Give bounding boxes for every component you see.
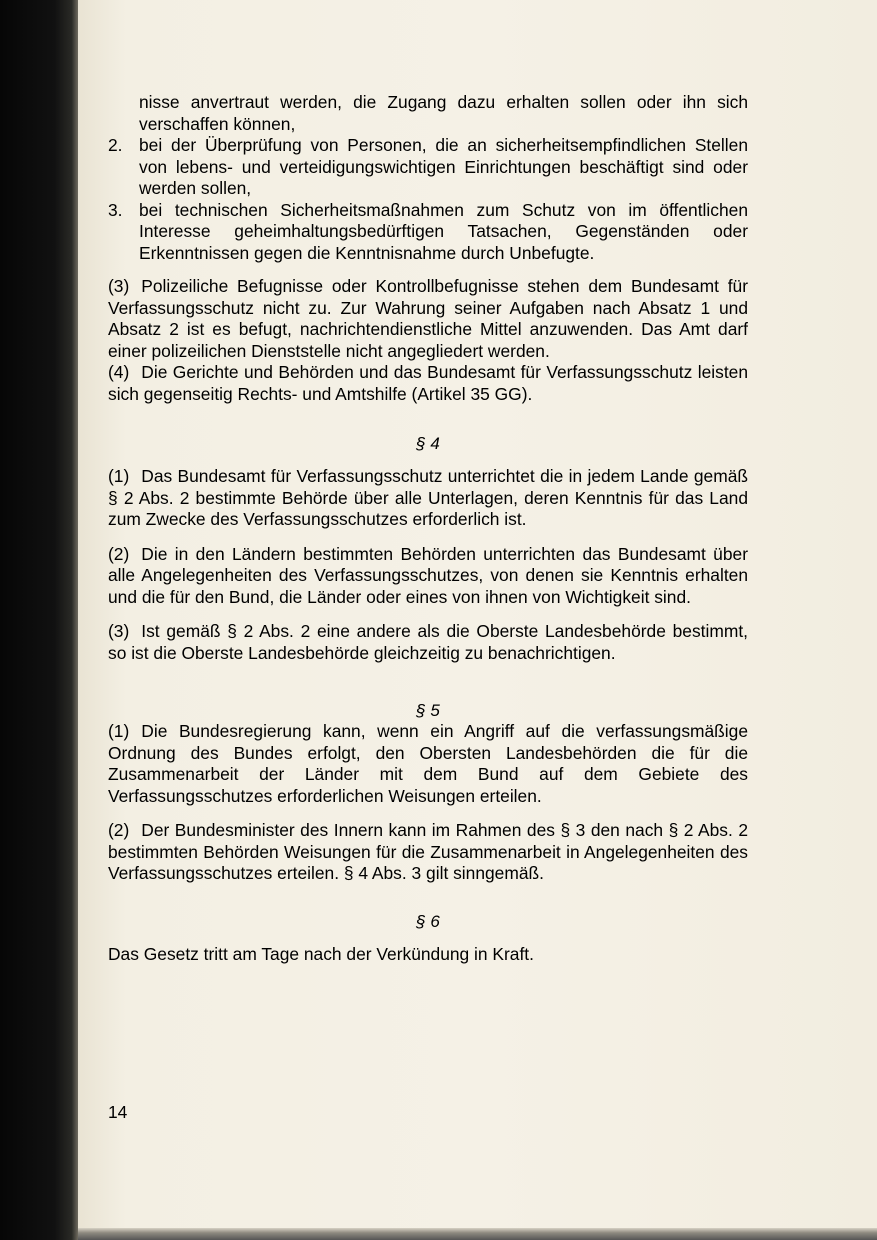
list-item bbox=[108, 135, 748, 200]
paragraph-text: Polizeiliche Befugnisse oder Kontrollbefugnisse stehen dem Bundesamt für Verfassungsschutz nicht zu. Zur Wahrung seiner Aufgaben nach Absatz 1 und Absatz 2 ist es befugt, nachrichtendienstliche Mittel anzuwenden. Das Amt darf einer polizeilichen Dienststelle nicht angegliedert werden. bbox=[108, 276, 748, 361]
page-bottom-edge bbox=[78, 1228, 877, 1240]
section-5-paragraph-1 bbox=[108, 721, 748, 807]
paragraph-text: Das Bundesamt für Verfassungsschutz unterrichtet die in jedem Lande gemäß § 2 Abs. 2 bestimmte Behörde über alle Unterlagen, deren Kenntnis für das Land zum Zwecke des Verfassungsschutzes erforderlich ist. bbox=[108, 466, 748, 529]
list-item-text: bei technischen Sicherheitsmaßnahmen zum Schutz von im öffentlichen Interesse geheimhaltungsbedürftigen Tatsachen, Gegenständen oder Erkenntnissen gegen die Kenntnisnahme durch Unbefugte. bbox=[139, 199, 748, 263]
page-content bbox=[108, 92, 748, 965]
section-5-heading: § 5 bbox=[416, 701, 440, 720]
paragraph-text: Der Bundesminister des Innern kann im Rahmen des § 3 den nach § 2 Abs. 2 bestimmten Behörden Weisungen für die Zusammenarbeit in Angelegenheiten des Verfassungsschutzes erteilen. § 4 Abs. 3 gilt sinngemäß. bbox=[108, 820, 748, 883]
paragraph-number: (2) bbox=[108, 820, 130, 840]
paragraph-number: (3) bbox=[108, 621, 130, 641]
book-spine-shadow bbox=[0, 0, 78, 1240]
list-item-number: 2. bbox=[108, 135, 123, 155]
numbered-list bbox=[108, 135, 748, 264]
paragraph-number: (2) bbox=[108, 543, 130, 564]
list-item-number: 3. bbox=[108, 199, 123, 220]
paragraph-number: (1) bbox=[108, 721, 130, 741]
paragraph-3 bbox=[108, 276, 748, 362]
list-item bbox=[108, 200, 748, 265]
section-6-heading: § 6 bbox=[416, 911, 440, 931]
list-item-text: bei der Überprüfung von Personen, die an sicherheitsempfindlichen Stellen von lebens- und verteidigungswichtigen Einrichtungen beschäftigt sind oder werden sollen, bbox=[139, 135, 748, 198]
section-6-text: Das Gesetz tritt am Tage nach der Verkündung in Kraft. bbox=[108, 943, 534, 964]
paragraph-text: Die in den Ländern bestimmten Behörden unterrichten das Bundesamt über alle Angelegenheiten des Verfassungsschutzes, von denen sie Kenntnis erhalten und die für den Bund, die Länder oder eines von ihnen von Wichtigkeit sind. bbox=[108, 543, 748, 607]
paragraph-text: Ist gemäß § 2 Abs. 2 eine andere als die Oberste Landesbehörde bestimmt, so ist die Oberste Landesbehörde gleichzeitig zu benachrichtigen. bbox=[108, 621, 748, 663]
paragraph-4 bbox=[108, 362, 748, 405]
section-4-paragraph-1 bbox=[108, 466, 748, 531]
intro-continuation: nisse anvertraut werden, die Zugang dazu erhalten sollen oder ihn sich verschaffen können, bbox=[139, 92, 748, 134]
section-5-paragraph-2 bbox=[108, 820, 748, 885]
section-4-paragraph-2 bbox=[108, 544, 748, 609]
paragraph-number: (3) bbox=[108, 276, 130, 296]
paragraph-number: (4) bbox=[108, 362, 130, 382]
paragraph-text: Die Gerichte und Behörden und das Bundesamt für Verfassungsschutz leisten sich gegenseitig Rechts- und Amtshilfe (Artikel 35 GG). bbox=[108, 362, 748, 404]
section-4-heading: § 4 bbox=[416, 434, 440, 453]
paragraph-text: Die Bundesregierung kann, wenn ein Angriff auf die verfassungsmäßige Ordnung des Bundes erfolgt, den Obersten Landesbehörden die für die Zusammenarbeit der Länder mit dem Bund auf dem Gebiete des Verfassungsschutzes erforderlichen Weisungen erteilen. bbox=[108, 721, 748, 806]
section-4-paragraph-3 bbox=[108, 621, 748, 664]
page-number: 14 bbox=[108, 1102, 128, 1122]
paragraph-number: (1) bbox=[108, 466, 130, 486]
